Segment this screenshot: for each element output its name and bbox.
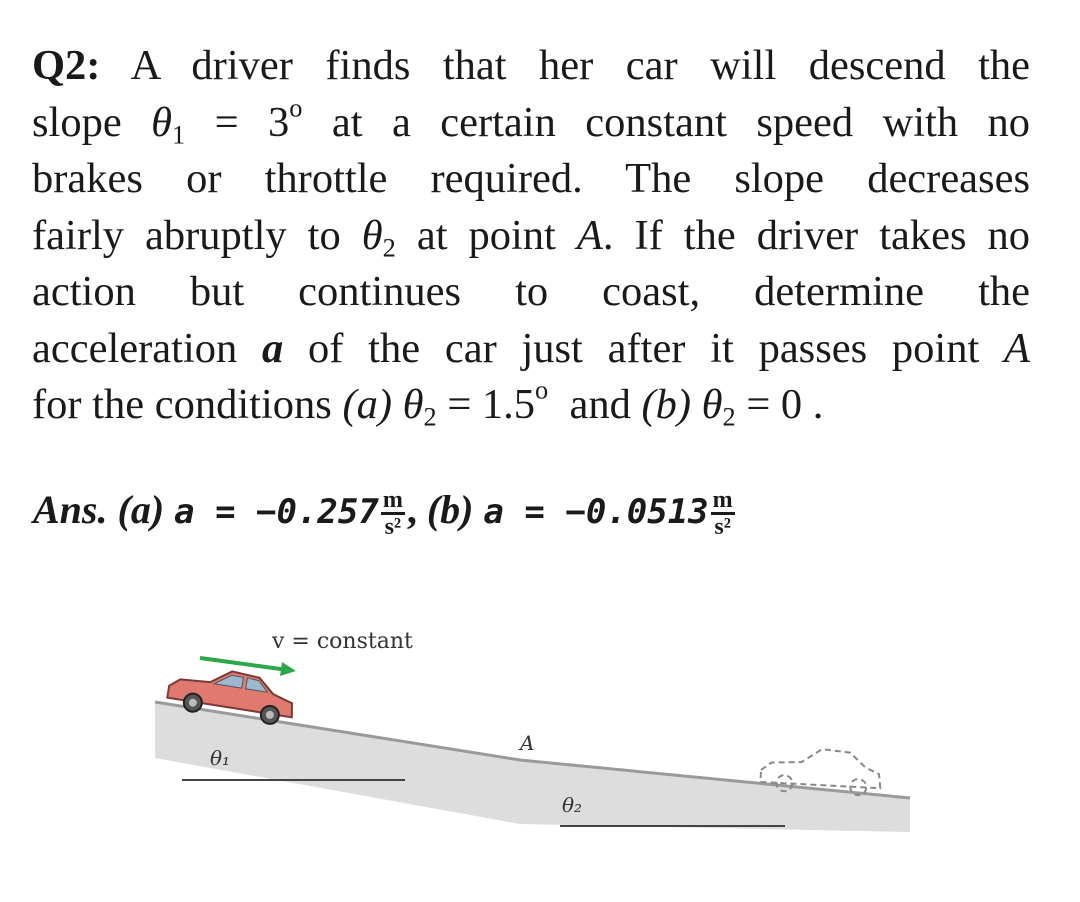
question-line-4: fairly abruptly to $\theta_2$ at point A. If the driver takes no — [32, 211, 1031, 262]
slope-diagram — [0, 600, 1080, 860]
question-line-7: for the conditions (a) $\theta_2 = 1.5^o$ and (b) $\theta_2 = 0$ . — [32, 375, 824, 432]
answer-a-value: a = −0.257 — [174, 492, 379, 532]
unit-fraction-b: $\frac{m}{\text{s²}}$ — [712, 487, 733, 541]
unit-fraction-a: $\frac{m}{\text{s²}}$ — [382, 487, 403, 541]
point-a-label: A — [520, 731, 535, 755]
question-line-5: action but continues to coast, determine the — [32, 268, 1030, 315]
v-constant-label: v = constant — [272, 629, 413, 654]
question-line-6: acceleration a of the car just after it passes point A — [32, 324, 1030, 372]
question-line-2: slope $\theta_1 = 3^o$ at a certain constant speed with no — [32, 92, 1030, 149]
answer-part-a: (a) — [117, 487, 165, 532]
theta1-label: θ₁ — [210, 746, 231, 770]
answer-part-b: (b) — [426, 487, 474, 532]
answer-b-value: a = −0.0513 — [483, 492, 709, 532]
velocity-arrow-icon — [200, 658, 296, 676]
question-line-3: brakes or throttle required. The slope decreases — [32, 155, 1030, 202]
question-text — [32, 38, 1030, 434]
theta2-label: θ₂ — [562, 793, 583, 817]
answer-prefix: Ans. — [33, 487, 108, 532]
answer-line: Ans. (a) a = −0.257 $\frac{m}{\text{s²}}$ , (b) a = −0.0513 $\frac{m}{\text{s²}}$ — [33, 487, 733, 541]
question-line-1: Q2: A driver finds that her car will descend the — [32, 42, 1031, 89]
question-label: Q2: — [32, 42, 101, 89]
